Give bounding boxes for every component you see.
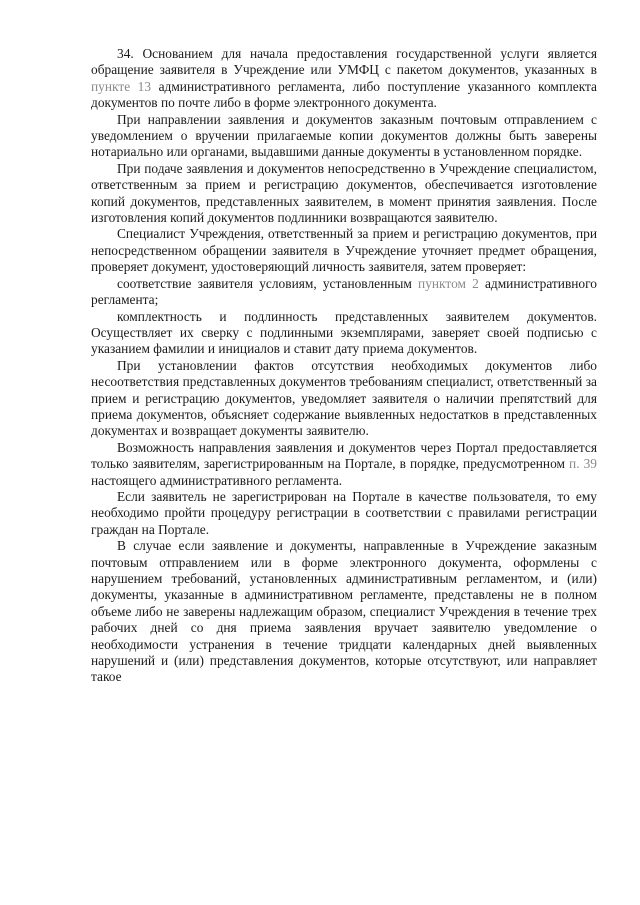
paragraph-text: При подаче заявления и документов непосредственно в Учреждение специалистом, ответственным за прием и регистрацию документов, обеспечивается изготовление копий документов, представленных заявителем, в момент принятия заявления. После изготовления копий документов подлинники возвращаются заявителю. — [91, 160, 597, 226]
paragraph-postal — [91, 112, 597, 161]
paragraph-specialist-checks — [91, 226, 597, 275]
paragraph-violations — [91, 538, 597, 686]
cross-reference-link[interactable]: пункте 13 — [91, 78, 152, 94]
paragraph-text: настоящего административного регламента. — [91, 472, 343, 488]
document-page — [91, 46, 597, 686]
paragraph-text: Специалист Учреждения, ответственный за прием и регистрацию документов, при непосредственном обращении заявителя в Учреждение уточняет предмет обращения, проверяет документ, удостоверяющий личность заявителя, затем проверяет: — [91, 226, 597, 275]
paragraph-text: административного регламента, либо поступление указанного комплекта документов по почте либо в форме электронного документа. — [91, 78, 597, 111]
paragraph-text: Если заявитель не зарегистрирован на Портале в качестве пользователя, то ему необходимо пройти процедуру регистрации в соответствии с правилами регистрации граждан на Портале. — [91, 488, 597, 537]
paragraph-text: В случае если заявление и документы, направленные в Учреждение заказным почтовым отправлением или в форме электронного документа, оформлены с нарушением требований, установленных административным регламентом, и (или) документы, указанные в административном регламенте, представлены не в полном объеме либо не заверены надлежащим образом, специалист Учреждения в течение трех рабочих дней со дня приема заявления вручает заявителю уведомление о необходимости устранения в течение тридцати календарных дней выявленных нарушений и (или) представления документов, которые отсутствуют, или направляет такое — [91, 538, 597, 685]
paragraph-direct-submission — [91, 161, 597, 227]
paragraph-text: 34. Основанием для начала предоставления государственной услуги является обращение заявителя в Учреждение или УМФЦ с пакетом документов, указанных в — [91, 46, 597, 78]
paragraph-completeness — [91, 309, 597, 358]
paragraph-compliance — [91, 276, 597, 309]
paragraph-portal-registration — [91, 489, 597, 538]
paragraph-portal — [91, 440, 597, 489]
paragraph-text: При установлении фактов отсутствия необходимых документов либо несоответствия представленных документов требованиям специалист, ответственный за прием и регистрацию документов, уведомляет заявителя о наличии препятствий для приема документов, объясняет содержание выявленных недостатков в представленных документах и возвращает документы заявителю. — [91, 357, 597, 439]
cross-reference-link[interactable]: п. 39 — [569, 456, 597, 472]
paragraph-text: При направлении заявления и документов заказным почтовым отправлением с уведомлением о вручении прилагаемые копии документов должны быть заверены нотариально или органами, выдавшими данные документы в установленном порядке. — [91, 111, 597, 160]
paragraph-text: Возможность направления заявления и документов через Портал предоставляется только заявителям, зарегистрированным на Портале, в порядке, предусмотренном — [91, 439, 597, 472]
paragraph-text: соответствие заявителя условиям, установленным — [117, 275, 419, 291]
paragraph-34 — [91, 46, 597, 112]
cross-reference-link[interactable]: пунктом 2 — [418, 275, 479, 291]
paragraph-text: административного регламента; — [91, 275, 597, 308]
paragraph-text: комплектность и подлинность представленных заявителем документов. Осуществляет их сверку с подлинными экземплярами, заверяет своей подписью с указанием фамилии и инициалов и ставит дату приема документов. — [91, 308, 597, 357]
paragraph-missing-documents — [91, 358, 597, 440]
